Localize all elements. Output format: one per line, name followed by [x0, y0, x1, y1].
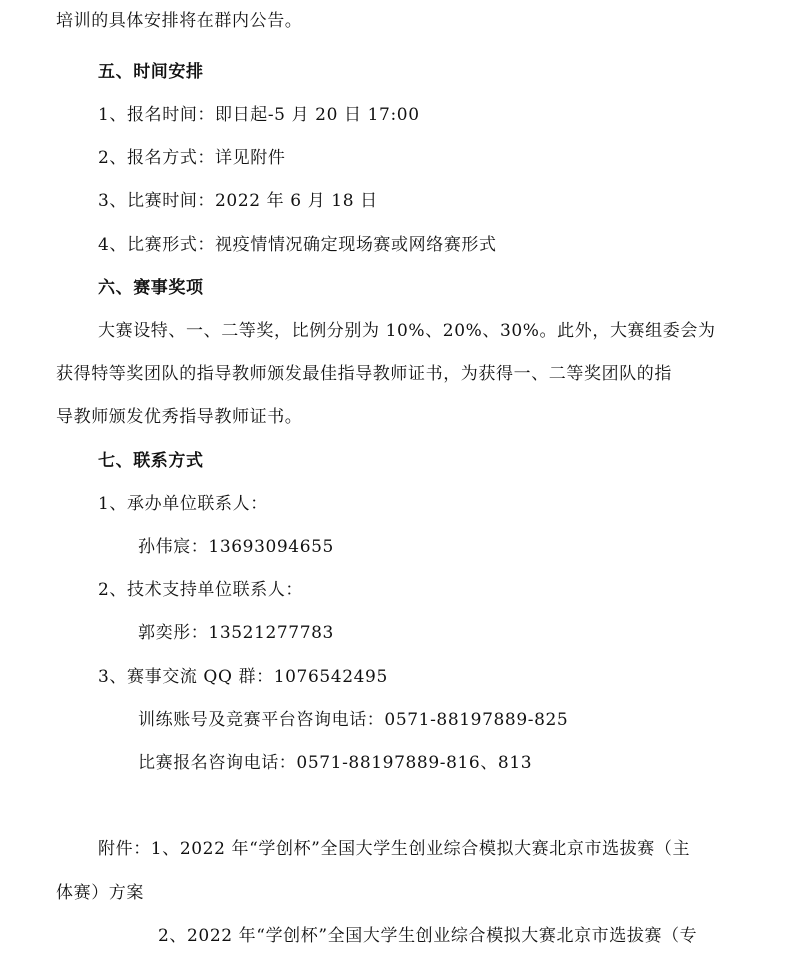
organizer-contact-value: 孙伟宸：13693094655: [138, 537, 334, 557]
intro-tail-text: 培训的具体安排将在群内公告。: [56, 11, 303, 31]
tech-support-contact-label: 2、技术支持单位联系人：: [98, 580, 304, 600]
registration-time: 1、报名时间：即日起-5 月 20 日 17:00: [98, 105, 420, 125]
registration-method: 2、报名方式：详见附件: [98, 148, 286, 168]
section-7-heading: 七、联系方式: [98, 451, 204, 471]
training-platform-phone: 训练账号及竞赛平台咨询电话：0571-88197889-825: [138, 710, 569, 730]
attachment-line-3: 2、2022 年“学创杯”全国大学生创业综合模拟大赛北京市选拔赛（专: [158, 926, 698, 946]
organizer-contact-label: 1、承办单位联系人：: [98, 494, 268, 514]
awards-paragraph-line-1: 大赛设特、一、二等奖，比例分别为 10%、20%、30%。此外，大赛组委会为: [98, 321, 716, 341]
attachment-line-1: 附件：1、2022 年“学创杯”全国大学生创业综合模拟大赛北京市选拔赛（主: [98, 839, 691, 859]
awards-paragraph-line-2: 获得特等奖团队的指导教师颁发最佳指导教师证书，为获得一、二等奖团队的指: [56, 364, 672, 384]
competition-format: 4、比赛形式：视疫情情况确定现场赛或网络赛形式: [98, 235, 497, 255]
competition-time: 3、比赛时间：2022 年 6 月 18 日: [98, 191, 378, 211]
attachment-line-2: 体赛）方案: [56, 883, 144, 903]
section-6-heading: 六、赛事奖项: [98, 278, 204, 298]
qq-group-line: 3、赛事交流 QQ 群：1076542495: [98, 667, 388, 687]
tech-support-contact-value: 郭奕彤：13521277783: [138, 623, 334, 643]
registration-phone: 比赛报名咨询电话：0571-88197889-816、813: [138, 753, 533, 773]
awards-paragraph-line-3: 导教师颁发优秀指导教师证书。: [56, 407, 303, 427]
section-5-heading: 五、时间安排: [98, 62, 204, 82]
